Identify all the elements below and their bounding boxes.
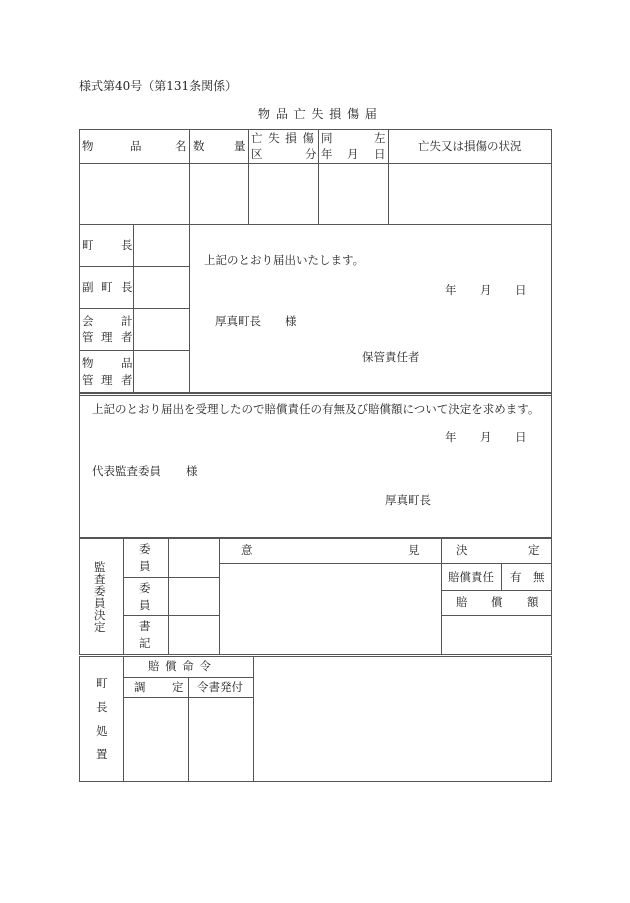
- request-date-year: 年: [445, 430, 457, 444]
- liability-label: 賠償責任: [448, 570, 494, 584]
- mayor-section-label-4: 置: [96, 747, 108, 761]
- member1-label-1: 委: [139, 542, 151, 556]
- header-item-name-2: 品: [130, 139, 142, 153]
- deputy-label-2: 町: [101, 280, 113, 294]
- request-addressee: 代表監査委員: [92, 464, 161, 478]
- goods-label-1b: 品: [121, 356, 133, 370]
- deputy-label-3: 長: [121, 280, 133, 294]
- goods-label-1a: 物: [82, 356, 94, 370]
- opinion-label-1: 意: [241, 543, 253, 557]
- request-statement: 上記のとおり届出を受理したので賠償責任の有無及び賠償額について決定を求めます。: [92, 402, 540, 416]
- request-signer: 厚真町長: [385, 493, 431, 507]
- page-title: 物 品 亡 失 損 傷 届: [258, 107, 378, 121]
- decision-label-2: 定: [528, 543, 540, 557]
- header-date-same: 同: [321, 131, 333, 145]
- goods-label-2c: 者: [121, 373, 133, 387]
- member2-label-2: 員: [139, 598, 151, 612]
- accountant-label-1a: 会: [82, 314, 94, 328]
- accountant-label-2c: 者: [121, 330, 133, 344]
- liability-yes: 有: [510, 570, 522, 584]
- amount-label-2: 償: [491, 595, 503, 609]
- accountant-label-2a: 管: [82, 330, 94, 344]
- accountant-label-2b: 理: [101, 330, 113, 344]
- notice-signer: 保管責任者: [362, 350, 420, 364]
- liability-no: 無: [533, 570, 545, 584]
- header-item-name-3: 名: [175, 139, 187, 153]
- notice-date-month: 月: [480, 283, 492, 297]
- goods-label-2b: 理: [101, 373, 113, 387]
- opinion-label-2: 見: [408, 543, 420, 557]
- header-quantity-1: 数: [193, 139, 205, 153]
- audit-section-label-5: 決: [94, 608, 106, 622]
- mayor-section-label-2: 長: [96, 700, 108, 714]
- notice-addressee: 厚真町長: [215, 314, 261, 328]
- assessment-label-1: 調: [134, 680, 146, 694]
- header-date-month: 月: [347, 147, 359, 161]
- audit-section-label-2: 査: [94, 572, 106, 586]
- header-loss-type-bun: 分: [305, 147, 317, 161]
- clerk-label-1: 書: [139, 619, 151, 633]
- mayor-label-1: 町: [82, 238, 94, 252]
- member1-label-2: 員: [139, 559, 151, 573]
- mayor-label-2: 長: [121, 238, 133, 252]
- mayor-disposition-table: [79, 656, 552, 782]
- amount-label-3: 額: [527, 595, 539, 609]
- audit-section-label-3: 委: [94, 584, 106, 598]
- form-number: 様式第40号（第131条関係）: [79, 79, 238, 93]
- mayor-section-label-1: 町: [96, 676, 108, 690]
- audit-section-label-4: 員: [94, 596, 106, 610]
- audit-section-label-1: 監: [94, 560, 106, 574]
- notice-statement: 上記のとおり届出いたします。: [204, 253, 365, 267]
- clerk-label-2: 記: [139, 636, 151, 650]
- deputy-label-1: 副: [82, 280, 94, 294]
- notice-date-day: 日: [515, 283, 527, 297]
- request-honorific: 様: [186, 464, 198, 478]
- goods-label-2a: 管: [82, 373, 94, 387]
- mayor-section-label-3: 処: [96, 724, 108, 738]
- decision-label-1: 決: [456, 543, 468, 557]
- accountant-label-1b: 計: [121, 314, 133, 328]
- member2-label-1: 委: [139, 581, 151, 595]
- header-quantity-2: 量: [234, 139, 246, 153]
- notice-honorific: 様: [285, 314, 297, 328]
- request-date-day: 日: [515, 430, 527, 444]
- header-loss-type-ku: 区: [251, 147, 263, 161]
- notice-date-year: 年: [445, 283, 457, 297]
- header-item-name-1: 物: [82, 139, 94, 153]
- header-date-day: 日: [374, 147, 386, 161]
- header-date-year: 年: [321, 147, 333, 161]
- assessment-label-2: 定: [172, 680, 184, 694]
- amount-label-1: 賠: [456, 595, 468, 609]
- audit-section-label-6: 定: [94, 620, 106, 634]
- header-situation: 亡失又は損傷の状況: [418, 139, 522, 153]
- order-issue-label: 令書発付: [197, 680, 243, 694]
- header-loss-type: 亡 失 損 傷: [251, 131, 315, 145]
- compensation-order-label: 賠 償 命 令: [148, 659, 212, 673]
- request-date-month: 月: [480, 430, 492, 444]
- header-date-left: 左: [374, 131, 386, 145]
